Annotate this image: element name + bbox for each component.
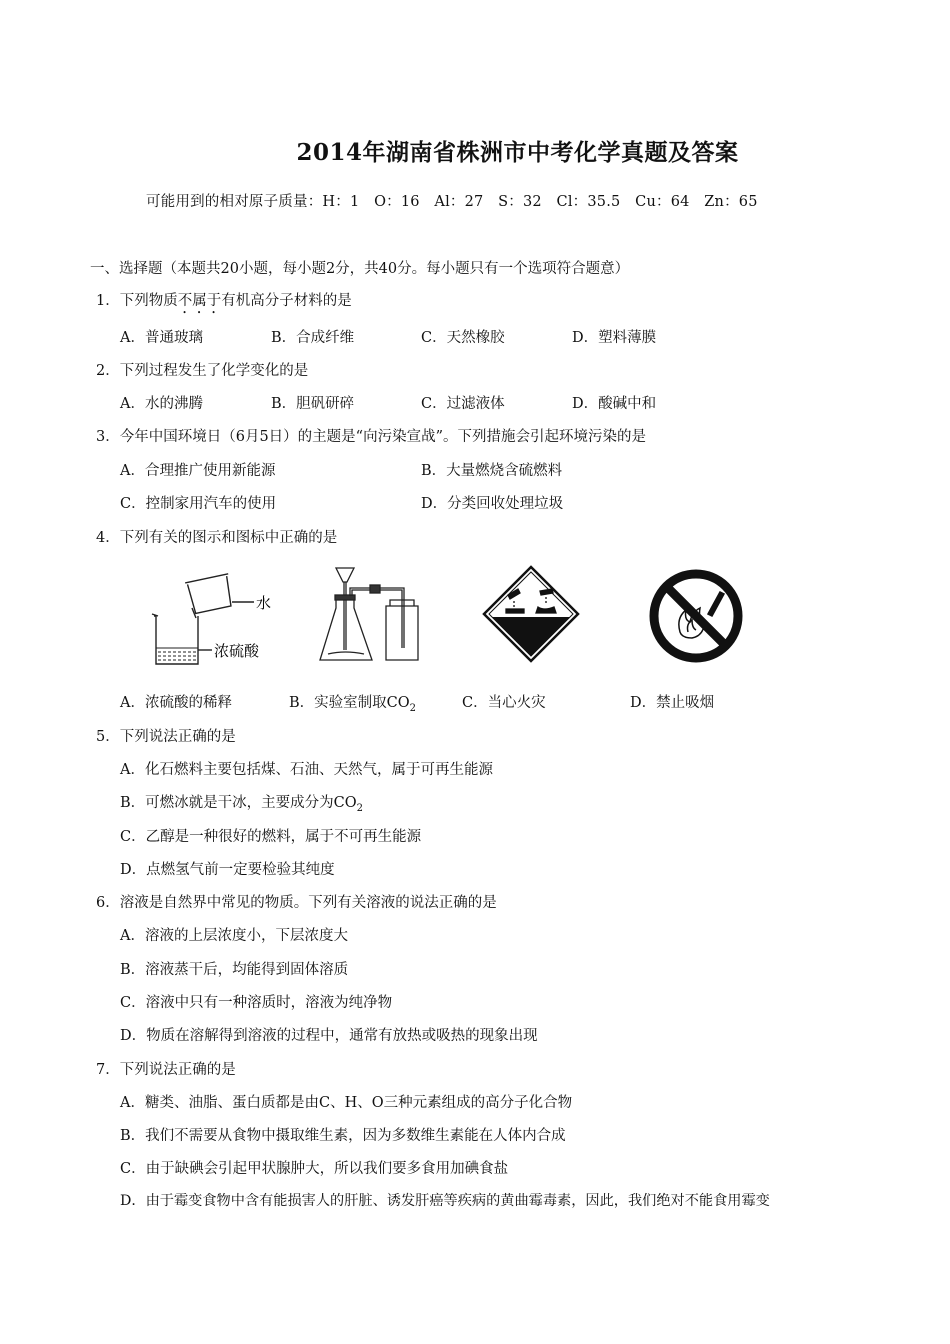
q1-option-d: D．塑料薄膜 — [572, 330, 657, 346]
q2-option-a: A．水的沸腾 — [120, 396, 203, 412]
co2-apparatus-figure — [318, 566, 428, 666]
q4-option-c: C．当心火灾 — [462, 695, 546, 711]
fig-water-label: 水 — [256, 594, 272, 612]
q3-option-c: C．控制家用汽车的使用 — [120, 496, 277, 512]
q5-option-a: A．化石燃料主要包括煤、石油、天然气，属于可再生能源 — [120, 762, 493, 778]
q6-option-d: D．物质在溶解得到溶液的过程中，通常有放热或吸热的现象出现 — [120, 1028, 538, 1044]
q7-option-c: C．由于缺碘会引起甲状腺肿大，所以我们要多食用加碘食盐 — [120, 1161, 509, 1177]
q3-option-a: A．合理推广使用新能源 — [120, 463, 276, 479]
q5-option-b: B．可燃冰就是干冰，主要成分为$CO_2$ — [120, 795, 364, 814]
q7-option-d: D．由于霉变食物中含有能损害人的肝脏、诱发肝癌等疾病的黄曲霉毒素，因此，我们绝对不能食用霉变 — [120, 1193, 770, 1209]
q4-stem: 4．下列有关的图示和图标中正确的是 — [96, 530, 338, 546]
no-smoking-sign-icon — [646, 566, 746, 666]
section-heading: 一、选择题（本题共20小题，每小题2分，共40分。每小题只有一个选项符合题意） — [90, 261, 630, 277]
corrosive-sign-icon — [482, 565, 580, 663]
q1-option-b: B．合成纤维 — [271, 330, 355, 346]
q7-option-a: A．糖类、油脂、蛋白质都是由C、H、O三种元素组成的高分子化合物 — [120, 1095, 573, 1111]
beaker-dilution-figure — [148, 572, 278, 672]
q6-stem: 6．溶液是自然界中常见的物质。下列有关溶液的说法正确的是 — [96, 895, 497, 911]
q2-option-d: D．酸碱中和 — [572, 396, 657, 412]
q4-option-a: A．浓硫酸的稀释 — [120, 695, 232, 711]
q5-option-c: C．乙醇是一种很好的燃料，属于不可再生能源 — [120, 829, 422, 845]
q1-option-c: C．天然橡胶 — [421, 330, 505, 346]
q3-stem: 3．今年中国环境日（6月5日）的主题是“向污染宣战”。下列措施会引起环境污染的是 — [96, 429, 646, 445]
q2-option-c: C．过滤液体 — [421, 396, 505, 412]
q2-option-b: B．胆矾研碎 — [271, 396, 355, 412]
q5-stem: 5．下列说法正确的是 — [96, 729, 236, 745]
q6-option-a: A．溶液的上层浓度小，下层浓度大 — [120, 928, 348, 944]
q4-option-d: D．禁止吸烟 — [630, 695, 715, 711]
q4-option-b: B．实验室制取$CO_2$ — [289, 695, 417, 714]
q1-stem: 1．下列物质不属于有机高分子材料的是 — [96, 293, 352, 309]
q1-emphasis: 不属于 — [177, 293, 222, 309]
q1-option-a: A．普通玻璃 — [120, 330, 203, 346]
q6-option-c: C．溶液中只有一种溶质时，溶液为纯净物 — [120, 995, 393, 1011]
q6-option-b: B．溶液蒸干后，均能得到固体溶质 — [120, 962, 349, 978]
q3-option-d: D．分类回收处理垃圾 — [421, 496, 564, 512]
q2-stem: 2．下列过程发生了化学变化的是 — [96, 363, 309, 379]
q3-option-b: B．大量燃烧含硫燃料 — [421, 463, 563, 479]
fig-acid-label: 浓硫酸 — [214, 642, 260, 660]
q7-stem: 7．下列说法正确的是 — [96, 1062, 236, 1078]
atomic-masses: 可能用到的相对原子质量：H：1 O：16 Al：27 S：32 Cl：35.5 Cu：64 Zn：65 — [146, 194, 758, 210]
q7-option-b: B．我们不需要从食物中摄取维生素，因为多数维生素能在人体内合成 — [120, 1128, 566, 1144]
q5-option-d: D．点燃氢气前一定要检验其纯度 — [120, 862, 335, 878]
page-title: 2014年湖南省株洲市中考化学真题及答案 — [296, 139, 739, 166]
